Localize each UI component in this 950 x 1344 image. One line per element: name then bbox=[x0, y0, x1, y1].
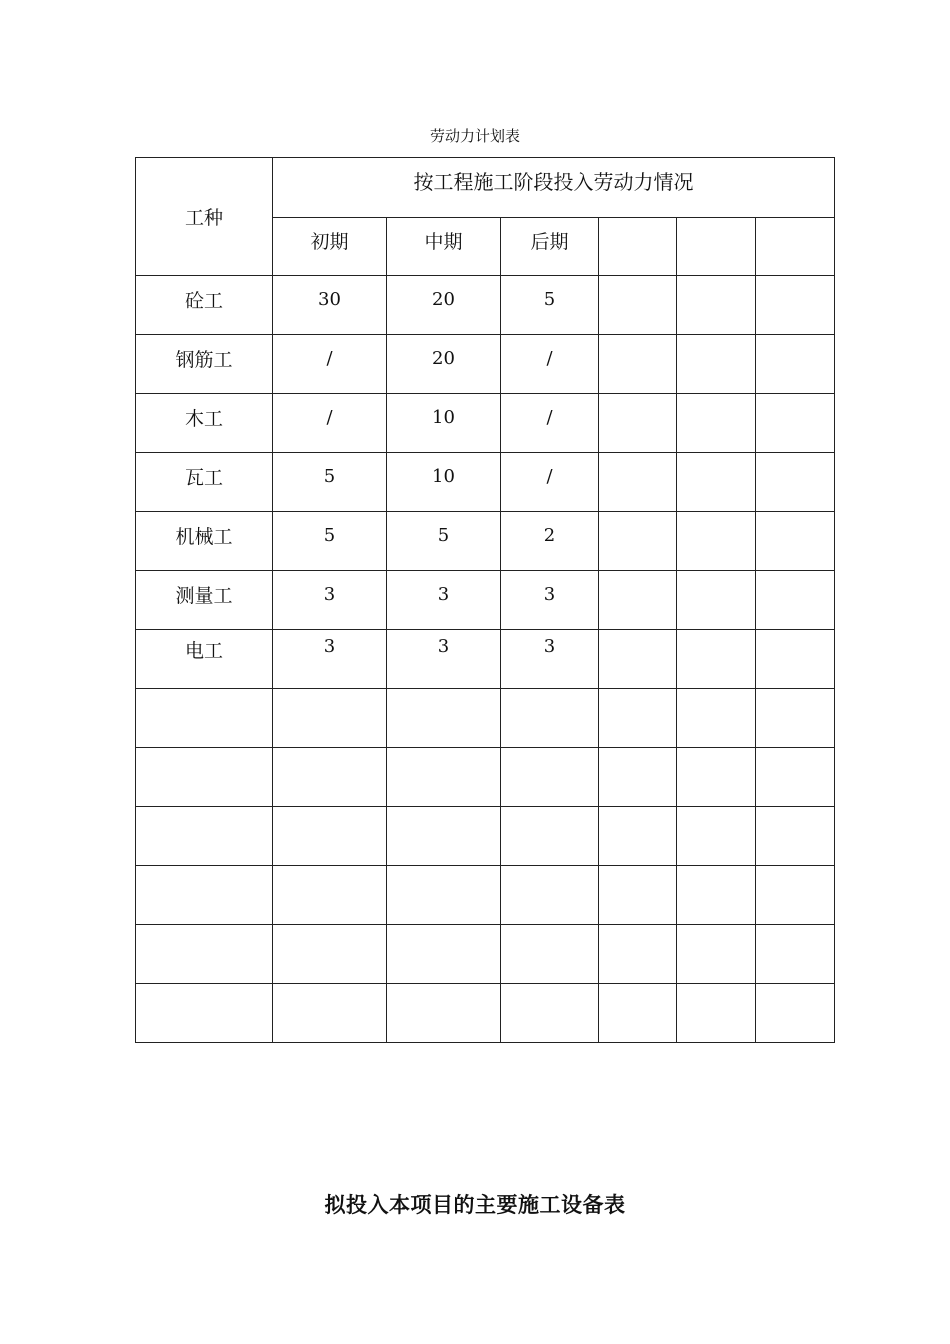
count-cell bbox=[273, 807, 387, 866]
count-cell bbox=[387, 866, 501, 925]
table-row bbox=[136, 984, 835, 1043]
count-cell bbox=[501, 866, 599, 925]
count-cell: 10 bbox=[387, 453, 501, 512]
count-cell bbox=[501, 807, 599, 866]
count-cell bbox=[599, 571, 677, 630]
count-cell bbox=[501, 925, 599, 984]
count-cell bbox=[387, 984, 501, 1043]
table-row bbox=[136, 866, 835, 925]
count-cell bbox=[677, 689, 756, 748]
work-type-header: 工种 bbox=[136, 158, 273, 276]
phase-header: 初期 bbox=[273, 218, 387, 276]
phase-header: 后期 bbox=[501, 218, 599, 276]
count-cell: / bbox=[501, 335, 599, 394]
table-row bbox=[136, 512, 835, 571]
count-cell bbox=[677, 335, 756, 394]
count-cell bbox=[677, 925, 756, 984]
count-cell bbox=[599, 748, 677, 807]
count-cell bbox=[599, 512, 677, 571]
header-row bbox=[136, 158, 835, 218]
count-cell: 5 bbox=[273, 512, 387, 571]
count-cell: 20 bbox=[387, 335, 501, 394]
table-row bbox=[136, 748, 835, 807]
count-cell bbox=[677, 748, 756, 807]
table-row bbox=[136, 630, 835, 689]
work-type-cell bbox=[136, 866, 273, 925]
count-cell bbox=[387, 925, 501, 984]
count-cell bbox=[599, 925, 677, 984]
count-cell bbox=[677, 984, 756, 1043]
table-row bbox=[136, 571, 835, 630]
count-cell: 3 bbox=[387, 630, 501, 689]
count-cell bbox=[599, 276, 677, 335]
count-cell bbox=[677, 394, 756, 453]
count-cell bbox=[756, 394, 835, 453]
work-type-cell: 机械工 bbox=[136, 512, 273, 571]
count-cell: 30 bbox=[273, 276, 387, 335]
count-cell bbox=[677, 807, 756, 866]
count-cell: / bbox=[273, 394, 387, 453]
work-type-cell: 木工 bbox=[136, 394, 273, 453]
count-cell bbox=[599, 689, 677, 748]
count-cell: 3 bbox=[387, 571, 501, 630]
count-cell: 3 bbox=[273, 630, 387, 689]
table-row bbox=[136, 807, 835, 866]
work-type-cell bbox=[136, 748, 273, 807]
count-cell bbox=[677, 571, 756, 630]
count-cell bbox=[599, 335, 677, 394]
count-cell bbox=[599, 394, 677, 453]
count-cell: / bbox=[501, 394, 599, 453]
count-cell bbox=[677, 276, 756, 335]
count-cell: 2 bbox=[501, 512, 599, 571]
count-cell bbox=[273, 689, 387, 748]
count-cell bbox=[599, 630, 677, 689]
work-type-cell bbox=[136, 689, 273, 748]
count-cell bbox=[756, 925, 835, 984]
count-cell bbox=[677, 866, 756, 925]
phase-header bbox=[599, 218, 677, 276]
count-cell: 5 bbox=[387, 512, 501, 571]
count-cell bbox=[756, 630, 835, 689]
count-cell: 5 bbox=[501, 276, 599, 335]
count-cell bbox=[756, 984, 835, 1043]
count-cell bbox=[273, 925, 387, 984]
work-type-cell bbox=[136, 984, 273, 1043]
work-type-cell: 测量工 bbox=[136, 571, 273, 630]
work-type-cell: 钢筋工 bbox=[136, 335, 273, 394]
count-cell bbox=[756, 689, 835, 748]
count-cell: 10 bbox=[387, 394, 501, 453]
count-cell bbox=[599, 807, 677, 866]
table-row bbox=[136, 276, 835, 335]
count-cell: 3 bbox=[501, 571, 599, 630]
count-cell bbox=[677, 512, 756, 571]
count-cell bbox=[677, 630, 756, 689]
count-cell bbox=[756, 807, 835, 866]
count-cell bbox=[387, 807, 501, 866]
labor-plan-table bbox=[135, 157, 835, 1043]
phase-header: 中期 bbox=[387, 218, 501, 276]
count-cell: 3 bbox=[501, 630, 599, 689]
count-cell bbox=[599, 453, 677, 512]
count-cell: / bbox=[273, 335, 387, 394]
count-cell: 5 bbox=[273, 453, 387, 512]
count-cell bbox=[756, 748, 835, 807]
phase-group-header: 按工程施工阶段投入劳动力情况 bbox=[273, 158, 835, 218]
count-cell bbox=[756, 512, 835, 571]
count-cell bbox=[273, 984, 387, 1043]
table-row bbox=[136, 453, 835, 512]
count-cell bbox=[599, 866, 677, 925]
table-caption: 劳动力计划表 bbox=[429, 127, 520, 145]
work-type-cell: 瓦工 bbox=[136, 453, 273, 512]
phase-header bbox=[756, 218, 835, 276]
work-type-cell bbox=[136, 807, 273, 866]
count-cell bbox=[501, 689, 599, 748]
count-cell bbox=[756, 866, 835, 925]
count-cell bbox=[387, 748, 501, 807]
count-cell bbox=[756, 335, 835, 394]
count-cell bbox=[599, 984, 677, 1043]
table-row bbox=[136, 925, 835, 984]
count-cell bbox=[677, 453, 756, 512]
count-cell bbox=[273, 748, 387, 807]
phase-header bbox=[677, 218, 756, 276]
work-type-cell: 电工 bbox=[136, 630, 273, 689]
count-cell bbox=[501, 984, 599, 1043]
work-type-cell bbox=[136, 925, 273, 984]
table-row bbox=[136, 394, 835, 453]
count-cell bbox=[387, 689, 501, 748]
count-cell: 3 bbox=[273, 571, 387, 630]
count-cell bbox=[756, 453, 835, 512]
count-cell bbox=[756, 276, 835, 335]
count-cell: / bbox=[501, 453, 599, 512]
next-section-title: 拟投入本项目的主要施工设备表 bbox=[324, 1192, 626, 1217]
table-row bbox=[136, 335, 835, 394]
count-cell bbox=[501, 748, 599, 807]
work-type-cell: 砼工 bbox=[136, 276, 273, 335]
count-cell bbox=[756, 571, 835, 630]
count-cell: 20 bbox=[387, 276, 501, 335]
count-cell bbox=[273, 866, 387, 925]
table-row bbox=[136, 689, 835, 748]
